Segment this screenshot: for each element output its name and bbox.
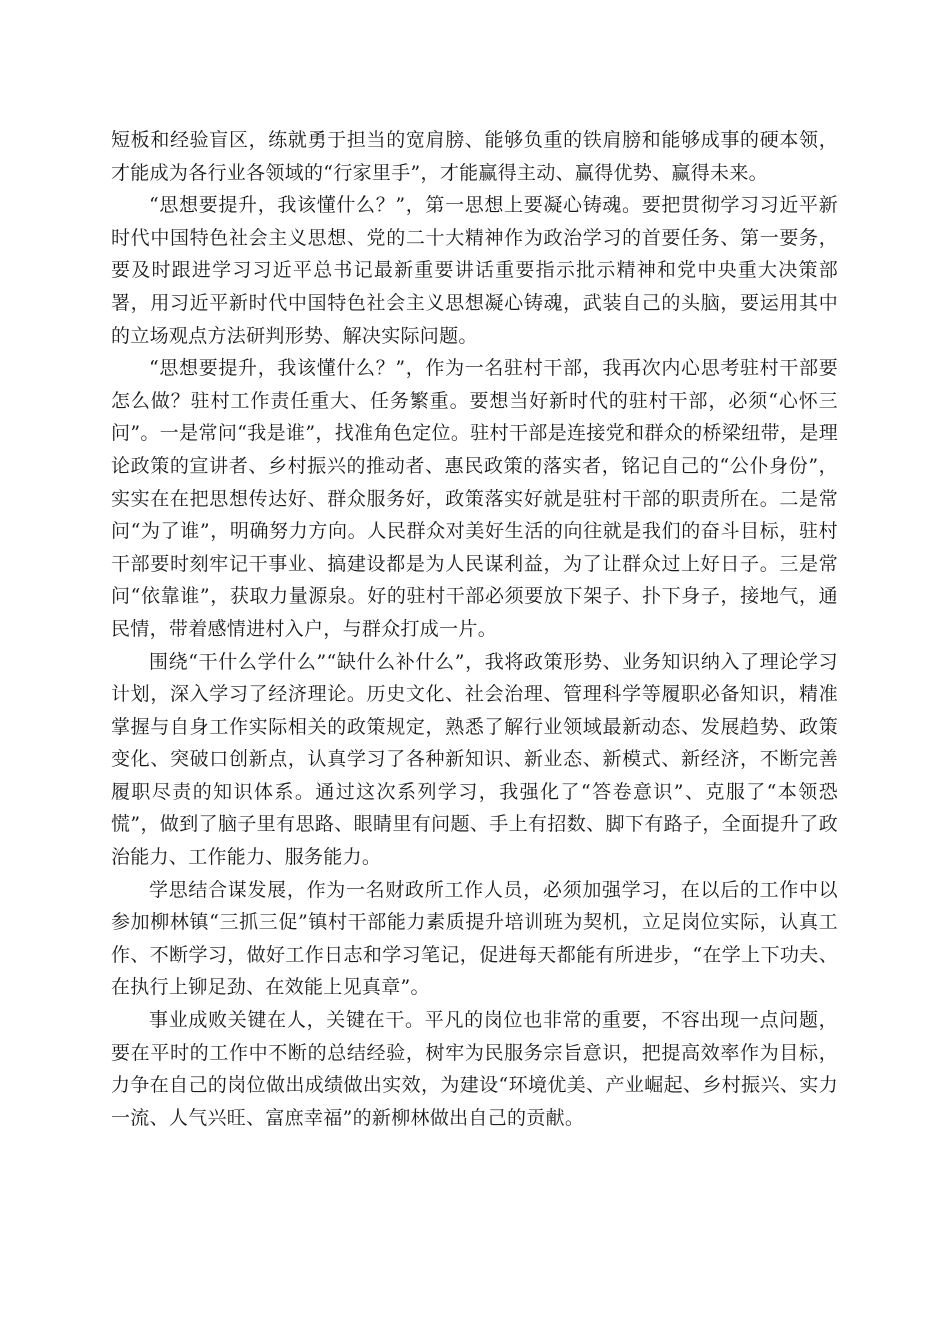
paragraph-learning-plan: 围绕“干什么学什么”“缺什么补什么”，我将政策形势、业务知识纳入了理论学习计划，深入学习了经济理论。历史文化、社会治理、管理科学等履职必备知识，精准掌握与自身工作实际相关的政策规定，熟悉了解行业领域最新动态、发展趋势、政策变化、突破口创新点，认真学习了各种新知识、新业态、新模式、新经济，不断完善履职尽责的知识体系。通过这次系列学习，我强化了“答卷意识”、克服了“本领恐慌”，做到了脑子里有思路、眼睛里有问题、手上有招数、脚下有路子，全面提升了政治能力、工作能力、服务能力。 <box>111 650 838 869</box>
document-body <box>111 124 838 1134</box>
paragraph-village-cadre: “思想要提升，我该懂什么？”，作为一名驻村干部，我再次内心思考驻村干部要怎么做？驻村工作责任重大、任务繁重。要想当好新时代的驻村干部，必须“心怀三问”。一是常问“我是谁”，找准角色定位。驻村干部是连接党和群众的桥梁纽带，是理论政策的宣讲者、乡村振兴的推动者、惠民政策的落实者，铭记自己的“公仆身份”，实实在在把思想传达好、群众服务好，政策落实好就是驻村干部的职责所在。二是常问“为了谁”，明确努力方向。人民群众对美好生活的向往就是我们的奋斗目标，驻村干部要时刻牢记干事业、搞建设都是为人民谋利益，为了让群众过上好日子。三是常问“依靠谁”，获取力量源泉。好的驻村干部必须要放下架子、扑下身子，接地气，通民情，带着感情进村入户，与群众打成一片。 <box>111 357 838 640</box>
paragraph-continuation: 短板和经验盲区，练就勇于担当的宽肩膀、能够负重的铁肩膀和能够成事的硬本领，才能成为各行业各领域的“行家里手”，才能赢得主动、赢得优势、赢得未来。 <box>111 129 838 184</box>
paragraph-thought-soul: “思想要提升，我该懂什么？”，第一思想上要凝心铸魂。要把贯彻学习习近平新时代中国特色社会主义思想、党的二十大精神作为政治学习的首要任务、第一要务，要及时跟进学习习近平总书记最新重要讲话重要指示批示精神和党中央重大决策部署，用习近平新时代中国特色社会主义思想凝心铸魂，武装自己的头脑，要运用其中的立场观点方法研判形势、解决实际问题。 <box>111 194 838 347</box>
paragraph-conclusion: 事业成败关键在人，关键在干。平凡的岗位也非常的重要，不容出现一点问题，要在平时的工作中不断的总结经验，树牢为民服务宗旨意识，把提高效率作为目标，力争在自己的岗位做出成绩做出实效，为建设“环境优美、产业崛起、乡村振兴、实力一流、人气兴旺、富庶幸福”的新柳林做出自己的贡献。 <box>111 1009 838 1129</box>
paragraph-study-development: 学思结合谋发展，作为一名财政所工作人员，必须加强学习，在以后的工作中以参加柳林镇“三抓三促”镇村干部能力素质提升培训班为契机，立足岗位实际，认真工作、不断学习，做好工作日志和学习笔记，促进每天都能有所进步，“在学上下功夫、在执行上铆足劲、在效能上见真章”。 <box>111 878 838 999</box>
